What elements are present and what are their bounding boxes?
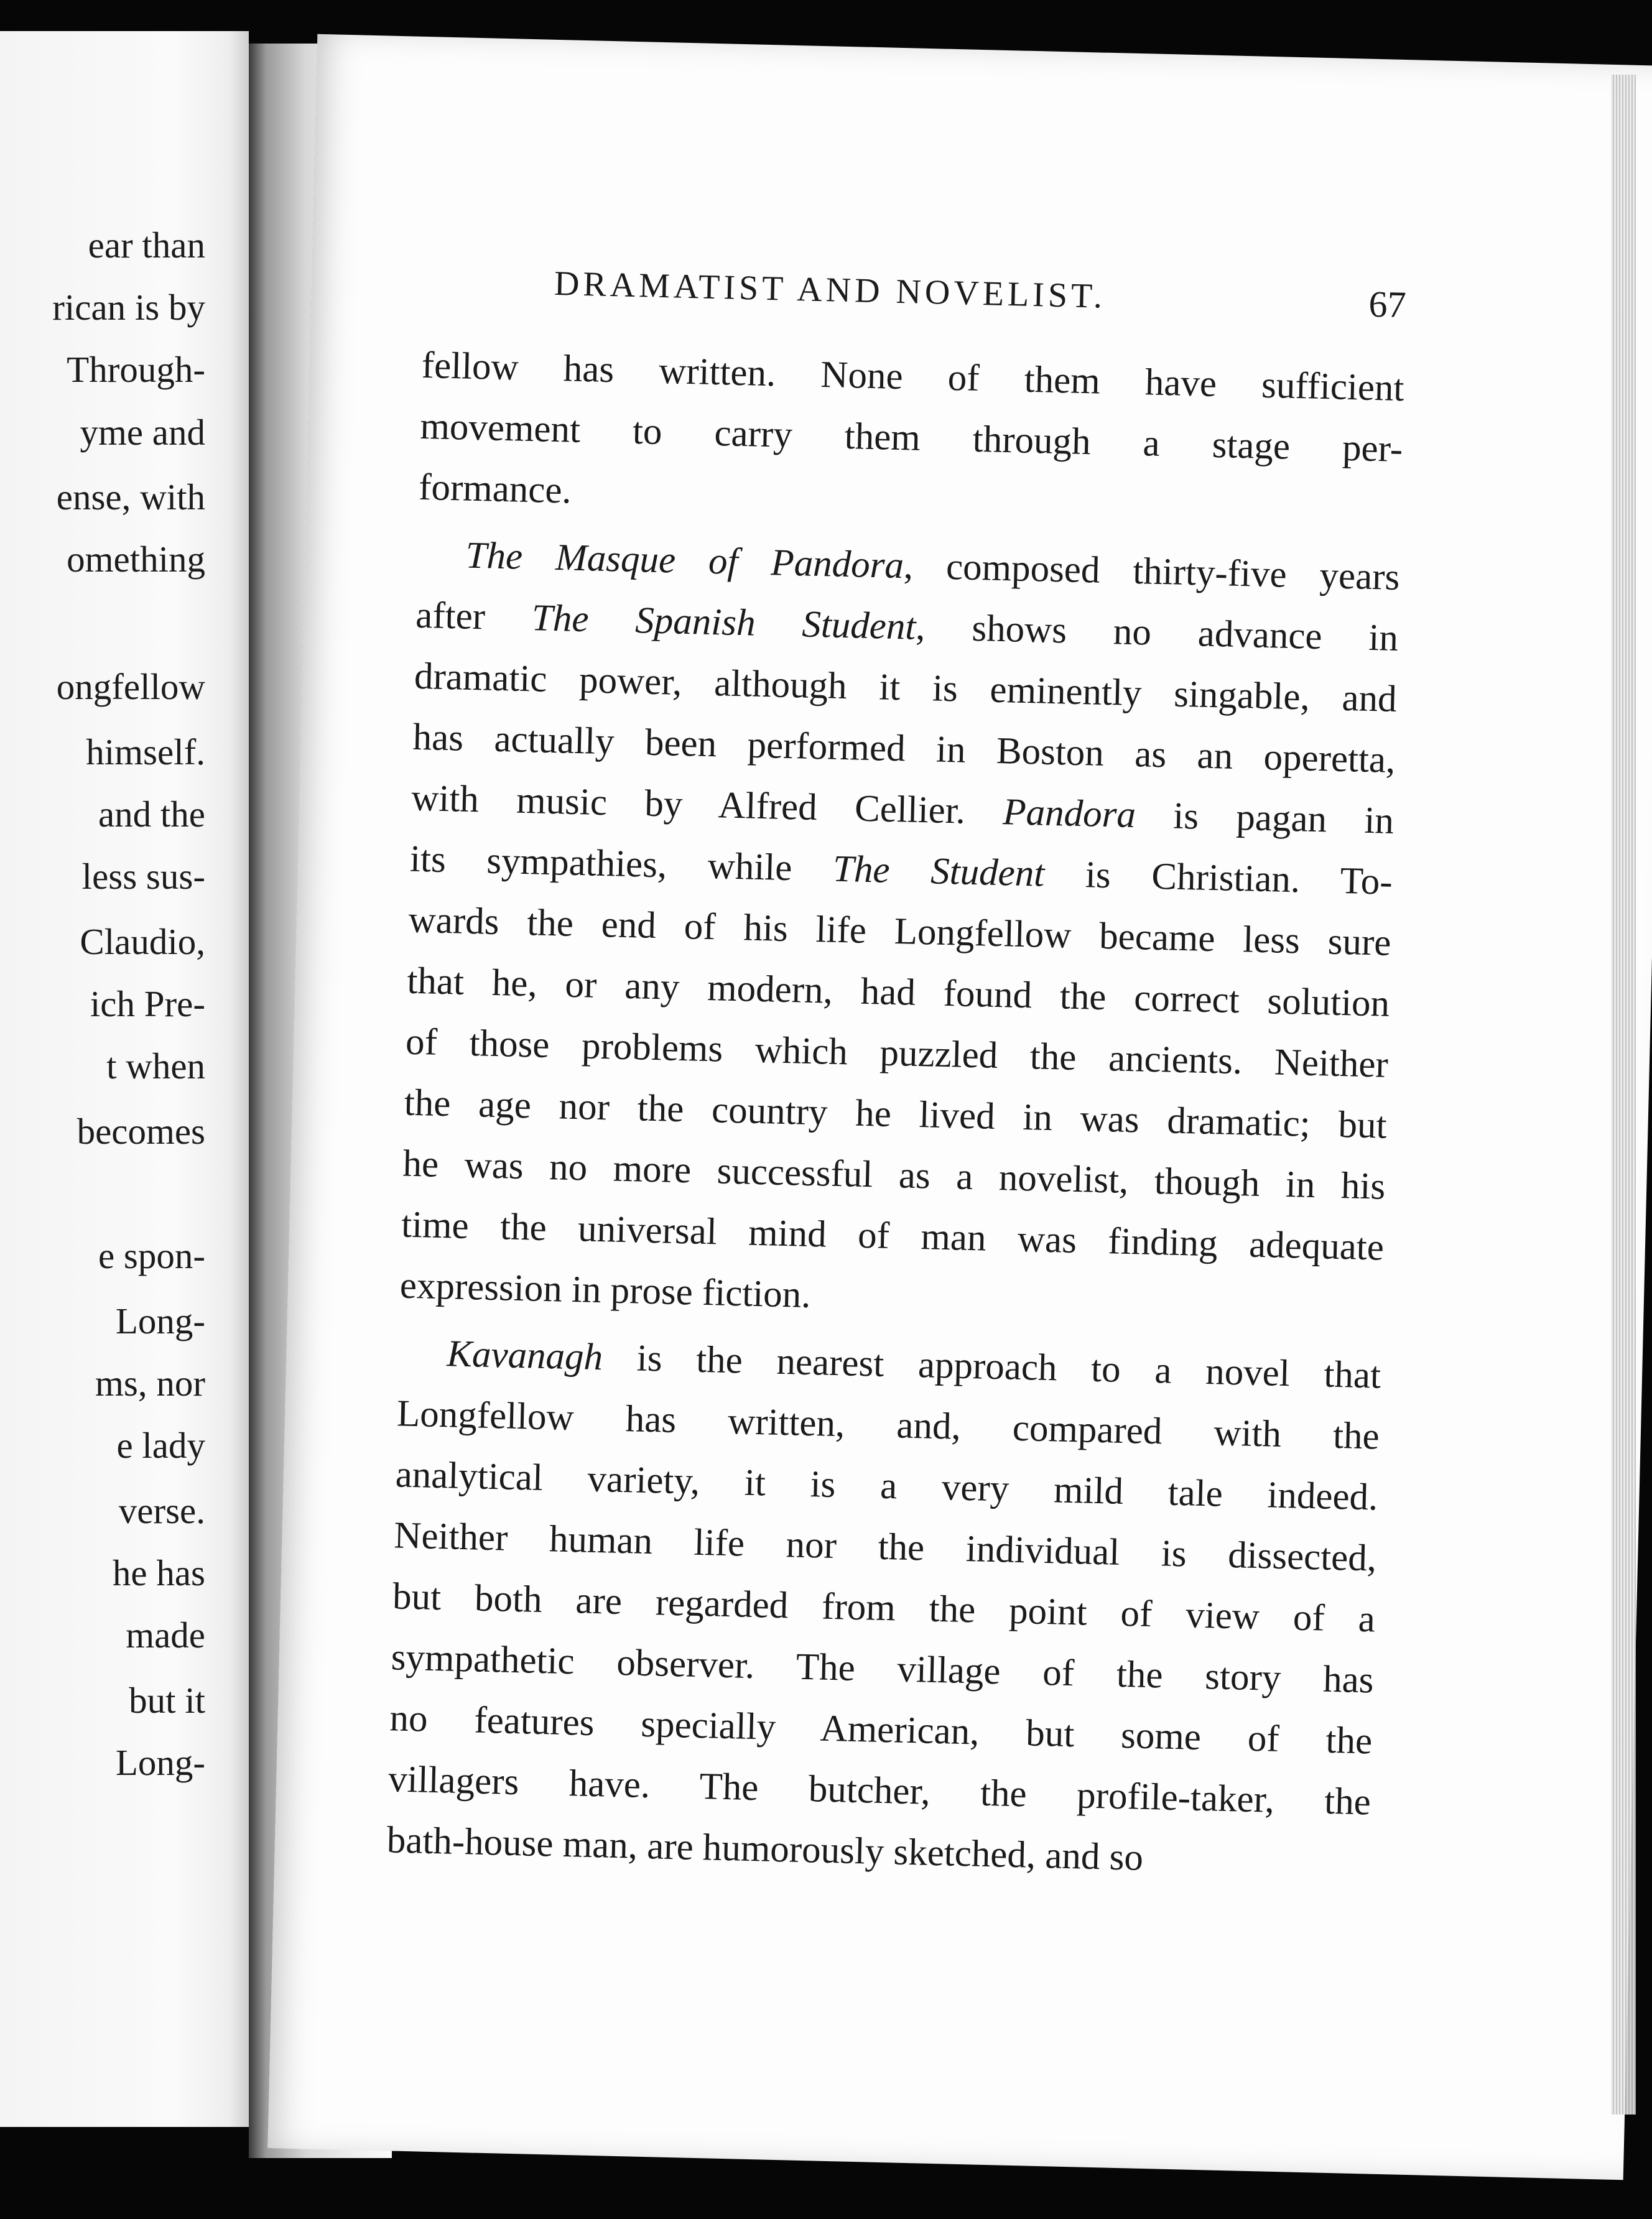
left-page-line: ongfellow — [56, 666, 205, 707]
text-line: he was no more successful as a novelist, though in his — [402, 1142, 1386, 1208]
left-page-line: Long- — [115, 1742, 205, 1783]
left-page-line: rican is by — [52, 287, 205, 328]
text-line: formance. — [418, 466, 572, 512]
left-page-line: Long- — [115, 1300, 205, 1341]
body-text — [386, 335, 1405, 1894]
left-page-line: t when — [106, 1045, 205, 1086]
left-page-line: himself. — [86, 731, 205, 772]
running-title: DRAMATIST AND NOVELIST. — [554, 264, 1107, 316]
text-line: movement to carry them through a stage per- — [419, 405, 1403, 471]
left-page-line: yme and — [80, 412, 205, 453]
text-line: Longfellow has written, and, compared with the — [396, 1392, 1380, 1458]
text-line: The Masque of Pandora, composed thirty-five years — [465, 534, 1401, 599]
left-page-line: e lady — [116, 1425, 205, 1466]
text-line: dramatic power, although it is eminently singable, and — [414, 655, 1398, 720]
text-line: Kavanagh is the nearest approach to a novel that — [446, 1333, 1381, 1397]
left-page-line: ich Pre- — [90, 983, 205, 1024]
text-line: expression in prose fiction. — [399, 1264, 812, 1317]
left-page-line: ms, nor — [95, 1363, 205, 1404]
text-line: no features specially American, but some of the — [389, 1697, 1373, 1763]
left-page-line: ear than — [88, 225, 205, 266]
text-line: bath-house man, are humorously sketched, and so — [386, 1819, 1144, 1879]
text-block — [386, 261, 1407, 1894]
text-line: with music by Alfred Cellier. Pandora is pagan in — [411, 777, 1394, 842]
left-page-line: becomes — [77, 1111, 205, 1152]
text-line: Neither human life nor the individual is dissected, — [393, 1514, 1377, 1580]
left-page-line: he has — [112, 1552, 205, 1593]
right-page — [267, 34, 1652, 2180]
text-line: that he, or any modern, had found the correct solution — [406, 960, 1390, 1025]
text-line: but both are regarded from the point of view of a — [392, 1575, 1376, 1641]
text-line: its sympathies, while The Student is Christian. To- — [409, 838, 1393, 903]
left-page-line: ense, with — [56, 476, 205, 517]
text-line: analytical variety, it is a very mild tale indeed. — [395, 1453, 1379, 1519]
paragraph — [399, 524, 1401, 1340]
left-page-line: omething — [67, 539, 205, 580]
page-edge — [1611, 75, 1636, 2115]
page-number: 67 — [1368, 283, 1407, 326]
left-page-line: Claudio, — [80, 921, 205, 962]
paragraph — [386, 1322, 1381, 1894]
left-page — [0, 31, 249, 2127]
text-line: fellow has written. None of them have sufficient — [421, 344, 1405, 410]
text-line: of those problems which puzzled the ancients. Neither — [405, 1021, 1389, 1086]
left-page-line: but it — [129, 1680, 205, 1721]
text-line: time the universal mind of man was finding adequate — [401, 1203, 1385, 1269]
text-line: villagers have. The butcher, the profile-taker, the — [387, 1758, 1371, 1823]
text-line: after The Spanish Student, shows no advance in — [415, 594, 1399, 659]
left-page-line: made — [126, 1614, 205, 1656]
left-page-line: less sus- — [81, 856, 205, 897]
left-page-line: e spon- — [98, 1235, 205, 1276]
text-line: the age nor the country he lived in was dramatic; but — [404, 1082, 1388, 1147]
paragraph — [418, 335, 1404, 541]
left-page-line: and the — [98, 794, 205, 835]
text-line: wards the end of his life Longfellow became less sure — [408, 899, 1392, 964]
text-line: has actually been performed in Boston as an operetta, — [412, 716, 1396, 781]
text-line: sympathetic observer. The village of the story has — [391, 1636, 1375, 1702]
left-page-line: verse. — [118, 1490, 205, 1531]
left-page-line: Through- — [67, 349, 205, 390]
